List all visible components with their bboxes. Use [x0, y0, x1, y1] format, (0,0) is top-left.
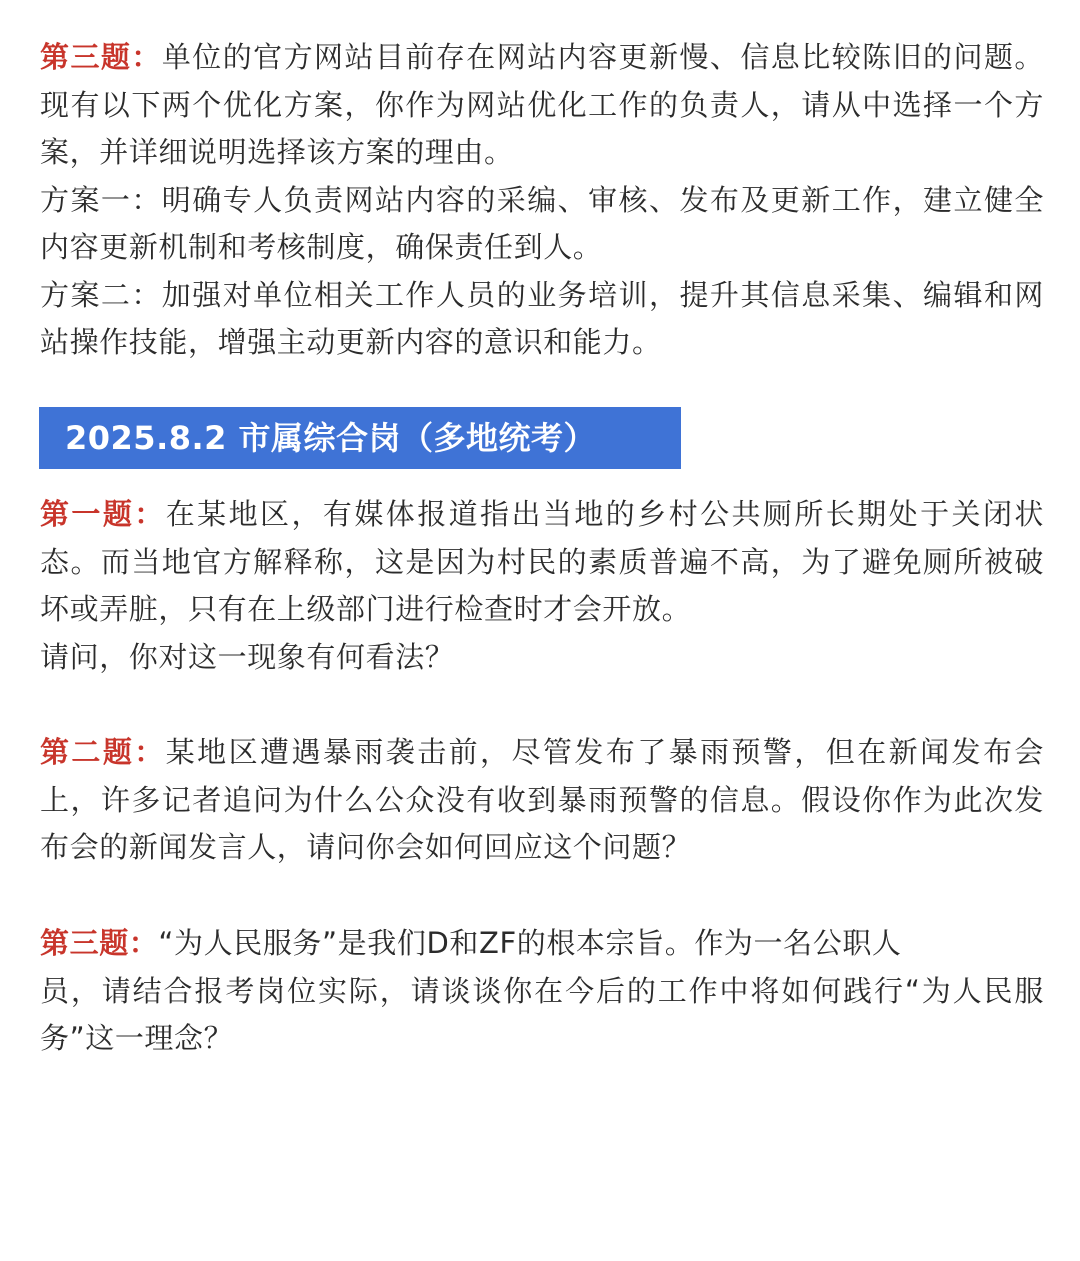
option-one: 方案一：明确专人负责网站内容的采编、审核、发布及更新工作，建立健全内容更新机制和考核制度，确保责任到人。: [40, 182, 1044, 264]
question-label: 第三题：: [40, 926, 159, 960]
question-block-top: [40, 34, 1044, 367]
question-label: 第二题：: [40, 735, 166, 769]
question-body: 某地区遭遇暴雨袭击前，尽管发布了暴雨预警，但在新闻发布会上，许多记者追问为什么公众没有收到暴雨预警的信息。假设你作为此次发布会的新闻发言人，请问你会如何回应这个问题？: [40, 735, 1044, 864]
question-paragraph: [40, 491, 1044, 634]
question-paragraph: [40, 920, 1044, 1063]
question-paragraph: [40, 729, 1044, 872]
question-body: 单位的官方网站目前存在网站内容更新慢、信息比较陈旧的问题。现有以下两个优化方案，你作为网站优化工作的负责人，请从中选择一个方案，并详细说明选择该方案的理由。: [40, 40, 1045, 169]
section-title: 2025.8.2 市属综合岗（多地统考）: [65, 419, 597, 457]
question-body-rest: 员，请结合报考岗位实际，请谈谈你在今后的工作中将如何践行“为人民服务”这一理念？: [40, 973, 1044, 1055]
question-prompt: 请问，你对这一现象有何看法？: [40, 639, 455, 674]
question-block-1: [40, 491, 1044, 681]
question-body: 在某地区，有媒体报道指出当地的乡村公共厕所长期处于关闭状态。而当地官方解释称，这是因为村民的素质普遍不高，为了避免厕所被破坏或弄脏，只有在上级部门进行检查时才会开放。: [40, 497, 1044, 626]
question-block-2: [40, 729, 1044, 872]
section-banner: [39, 407, 681, 469]
question-body-line-1: “为人民服务”是我们D和ZF的根本宗旨。作为一名公职人: [158, 926, 902, 960]
question-paragraph: [40, 34, 1044, 177]
option-two: 方案二：加强对单位相关工作人员的业务培训，提升其信息采集、编辑和网站操作技能，增强主动更新内容的意识和能力。: [40, 277, 1044, 359]
question-block-3: [40, 920, 1044, 1063]
question-label: 第三题：: [40, 40, 162, 74]
question-label: 第一题：: [40, 497, 166, 531]
